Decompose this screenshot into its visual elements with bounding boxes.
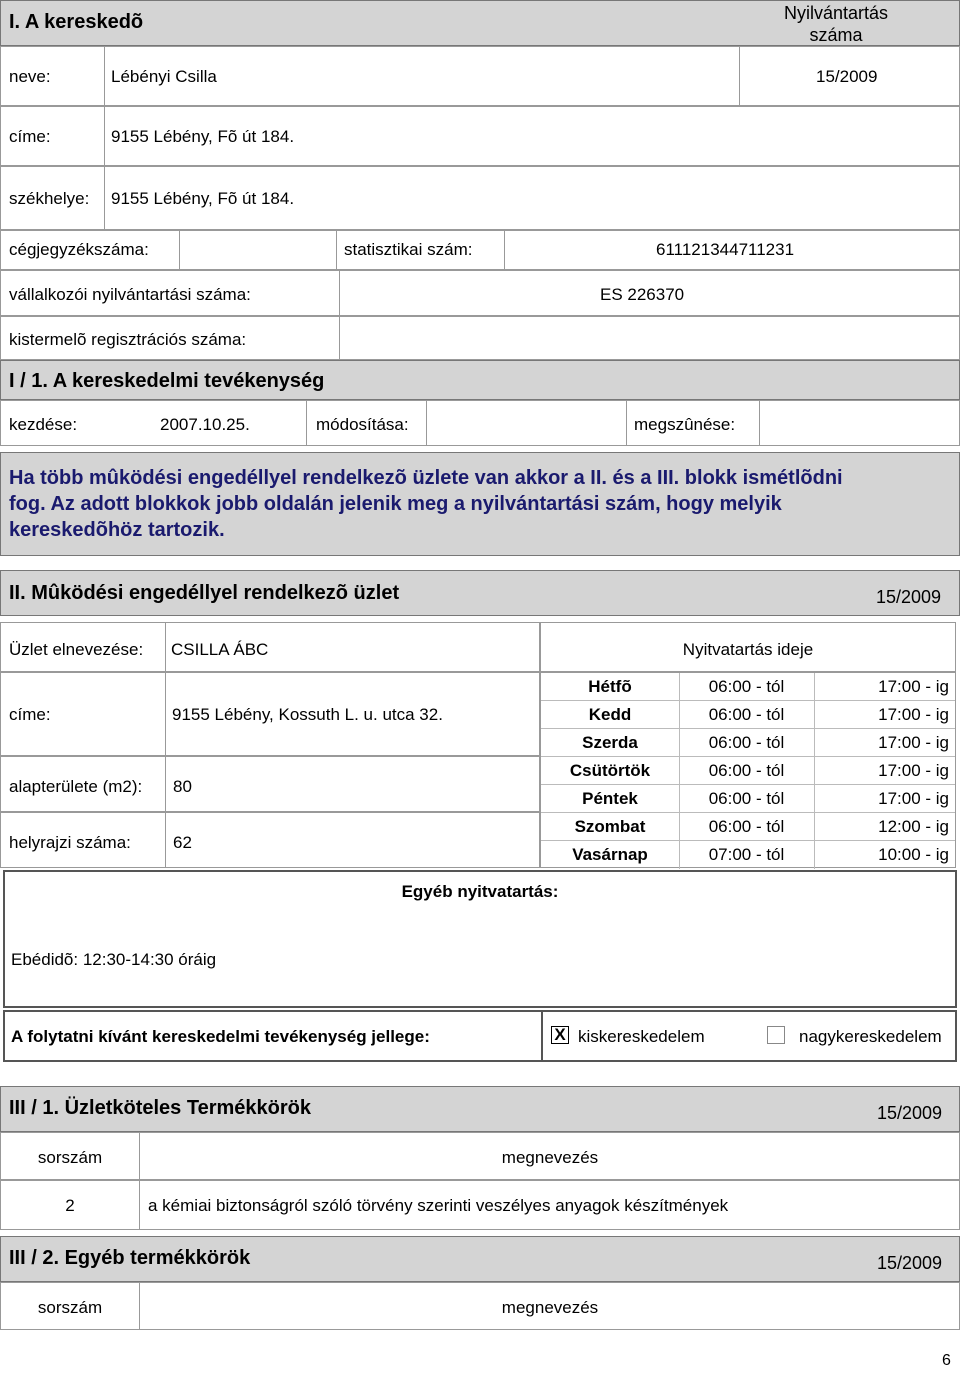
- merchant-address-value: 9155 Lébény, Fõ út 184.: [111, 127, 295, 146]
- section-i-title: I. A kereskedõ: [9, 11, 144, 33]
- hours-row: [541, 673, 955, 701]
- shop-area-cell: [0, 756, 540, 812]
- products-col-no: sorszám: [37, 1148, 103, 1167]
- shop-reg-number: 15/2009: [876, 587, 942, 607]
- hours-table: [540, 672, 956, 868]
- stat-value: 611121344711231: [656, 240, 795, 259]
- company-stat-row: [0, 230, 960, 270]
- notice-line3: kereskedõhöz tartozik.: [9, 519, 225, 541]
- activity-end-label: megszûnése:: [634, 415, 736, 434]
- hours-day: Szerda: [582, 733, 638, 752]
- trade-nature-label: A folytatni kívánt kereskedelmi tevékenység jellege:: [11, 1027, 430, 1046]
- hours-to: 17:00 - ig: [878, 761, 949, 780]
- reg-label-line2: száma: [809, 25, 863, 45]
- smallholder-row: [0, 316, 960, 360]
- hours-to: 17:00 - ig: [878, 677, 949, 696]
- stat-label: statisztikai szám:: [344, 240, 473, 259]
- hours-row: [541, 785, 955, 813]
- other-products-col-name: megnevezés: [501, 1298, 599, 1317]
- shop-name-label: Üzlet elnevezése:: [9, 640, 144, 659]
- trade-nature-row: [3, 1010, 957, 1062]
- shop-name-cell: [0, 622, 540, 672]
- hours-from: 06:00 - tól: [708, 761, 785, 780]
- shop-area-value: 80: [173, 777, 192, 796]
- hours-day: Vasárnap: [572, 845, 648, 864]
- page-number: 6: [942, 1352, 951, 1369]
- hours-day: Szombat: [574, 817, 646, 836]
- hours-row: [541, 813, 955, 841]
- activity-dates-row: [0, 400, 960, 446]
- merchant-seat-label: székhelye:: [9, 189, 90, 208]
- notice-line2: fog. Az adott blokkok jobb oldalán jelenik meg a nyilvántartási szám, hogy melyik: [9, 493, 782, 515]
- merchant-address-row: [0, 106, 960, 166]
- hours-to: 17:00 - ig: [878, 789, 949, 808]
- wholesale-checkbox[interactable]: [767, 1026, 785, 1044]
- wholesale-label: nagykereskedelem: [799, 1027, 942, 1046]
- shop-address-cell: [0, 672, 540, 756]
- hours-row: [541, 841, 955, 869]
- activity-start-label: kezdése:: [9, 415, 78, 434]
- hours-title: Nyitvatartás ideje: [682, 640, 814, 659]
- shop-area-label: alapterülete (m2):: [9, 777, 143, 796]
- notice-box: [0, 452, 960, 556]
- hours-to: 17:00 - ig: [878, 733, 949, 752]
- hours-row: [541, 757, 955, 785]
- activity-mod-label: módosítása:: [316, 415, 409, 434]
- hours-from: 06:00 - tól: [708, 705, 785, 724]
- entrepreneur-row: [0, 270, 960, 316]
- other-products-title: III / 2. Egyéb termékkörök: [9, 1247, 251, 1269]
- entrepreneur-label: vállalkozói nyilvántartási száma:: [9, 285, 251, 304]
- hours-to: 10:00 - ig: [878, 845, 949, 864]
- shop-title: II. Mûködési engedéllyel rendelkezõ üzlet: [9, 582, 400, 604]
- shop-lot-cell: [0, 812, 540, 868]
- shop-lot-value: 62: [173, 833, 192, 852]
- merchant-name-value: Lébényi Csilla: [111, 67, 217, 86]
- product-row-no: 2: [65, 1196, 75, 1215]
- hours-row: [541, 729, 955, 757]
- notice-line1: Ha több mûködési engedéllyel rendelkezõ üzlete van akkor a II. és a III. blokk ismétlõdni: [9, 467, 843, 489]
- shop-header: [0, 570, 960, 616]
- hours-from: 07:00 - tól: [708, 845, 785, 864]
- hours-from: 06:00 - tól: [708, 733, 785, 752]
- activity-title: I / 1. A kereskedelmi tevékenység: [9, 370, 325, 392]
- retail-label: kiskereskedelem: [578, 1027, 705, 1046]
- table-row: [0, 1180, 960, 1230]
- hours-title-cell: [540, 622, 956, 672]
- products-header: [0, 1086, 960, 1132]
- hours-from: 06:00 - tól: [708, 677, 785, 696]
- other-products-header: [0, 1236, 960, 1282]
- activity-header: [0, 360, 960, 400]
- hours-to: 12:00 - ig: [878, 817, 949, 836]
- shop-lot-label: helyrajzi száma:: [9, 833, 131, 852]
- hours-day: Csütörtök: [569, 761, 651, 780]
- smallholder-label: kistermelõ regisztrációs száma:: [9, 330, 247, 349]
- other-products-col-no: sorszám: [37, 1298, 103, 1317]
- merchant-seat-value: 9155 Lébény, Fõ út 184.: [111, 189, 295, 208]
- reg-label-line1: Nyilvántartás: [783, 3, 889, 23]
- products-reg-number: 15/2009: [877, 1103, 943, 1123]
- other-hours-box: [3, 870, 957, 1008]
- hours-day: Péntek: [582, 789, 638, 808]
- activity-start-value: 2007.10.25.: [160, 415, 250, 434]
- hours-from: 06:00 - tól: [708, 789, 785, 808]
- product-row-name: a kémiai biztonságról szóló törvény szerinti veszélyes anyagok készítmények: [148, 1196, 729, 1215]
- products-title: III / 1. Üzletköteles Termékkörök: [9, 1097, 311, 1119]
- merchant-name-label: neve:: [9, 67, 51, 86]
- section-i-header: [0, 0, 960, 46]
- merchant-address-label: címe:: [9, 127, 51, 146]
- hours-row: [541, 701, 955, 729]
- other-products-reg-number: 15/2009: [877, 1253, 943, 1273]
- hours-day: Hétfõ: [588, 677, 632, 696]
- company-reg-label: cégjegyzékszáma:: [9, 240, 149, 259]
- entrepreneur-value: ES 226370: [600, 285, 685, 304]
- products-header-row: [0, 1132, 960, 1180]
- shop-name-value: CSILLA ÁBC: [171, 640, 269, 659]
- shop-address-value: 9155 Lébény, Kossuth L. u. utca 32.: [172, 705, 443, 724]
- merchant-reg-number: 15/2009: [816, 67, 878, 86]
- retail-checkbox[interactable]: X: [551, 1026, 569, 1044]
- other-hours-label: Egyéb nyitvatartás:: [401, 882, 559, 901]
- merchant-name-row: [0, 46, 960, 106]
- hours-to: 17:00 - ig: [878, 705, 949, 724]
- products-col-name: megnevezés: [501, 1148, 599, 1167]
- shop-address-label: címe:: [9, 705, 51, 724]
- hours-from: 06:00 - tól: [708, 817, 785, 836]
- other-hours-value: Ebédidõ: 12:30-14:30 óráig: [11, 950, 217, 969]
- hours-day: Kedd: [588, 705, 632, 724]
- other-products-header-row: [0, 1282, 960, 1330]
- merchant-seat-row: [0, 166, 960, 230]
